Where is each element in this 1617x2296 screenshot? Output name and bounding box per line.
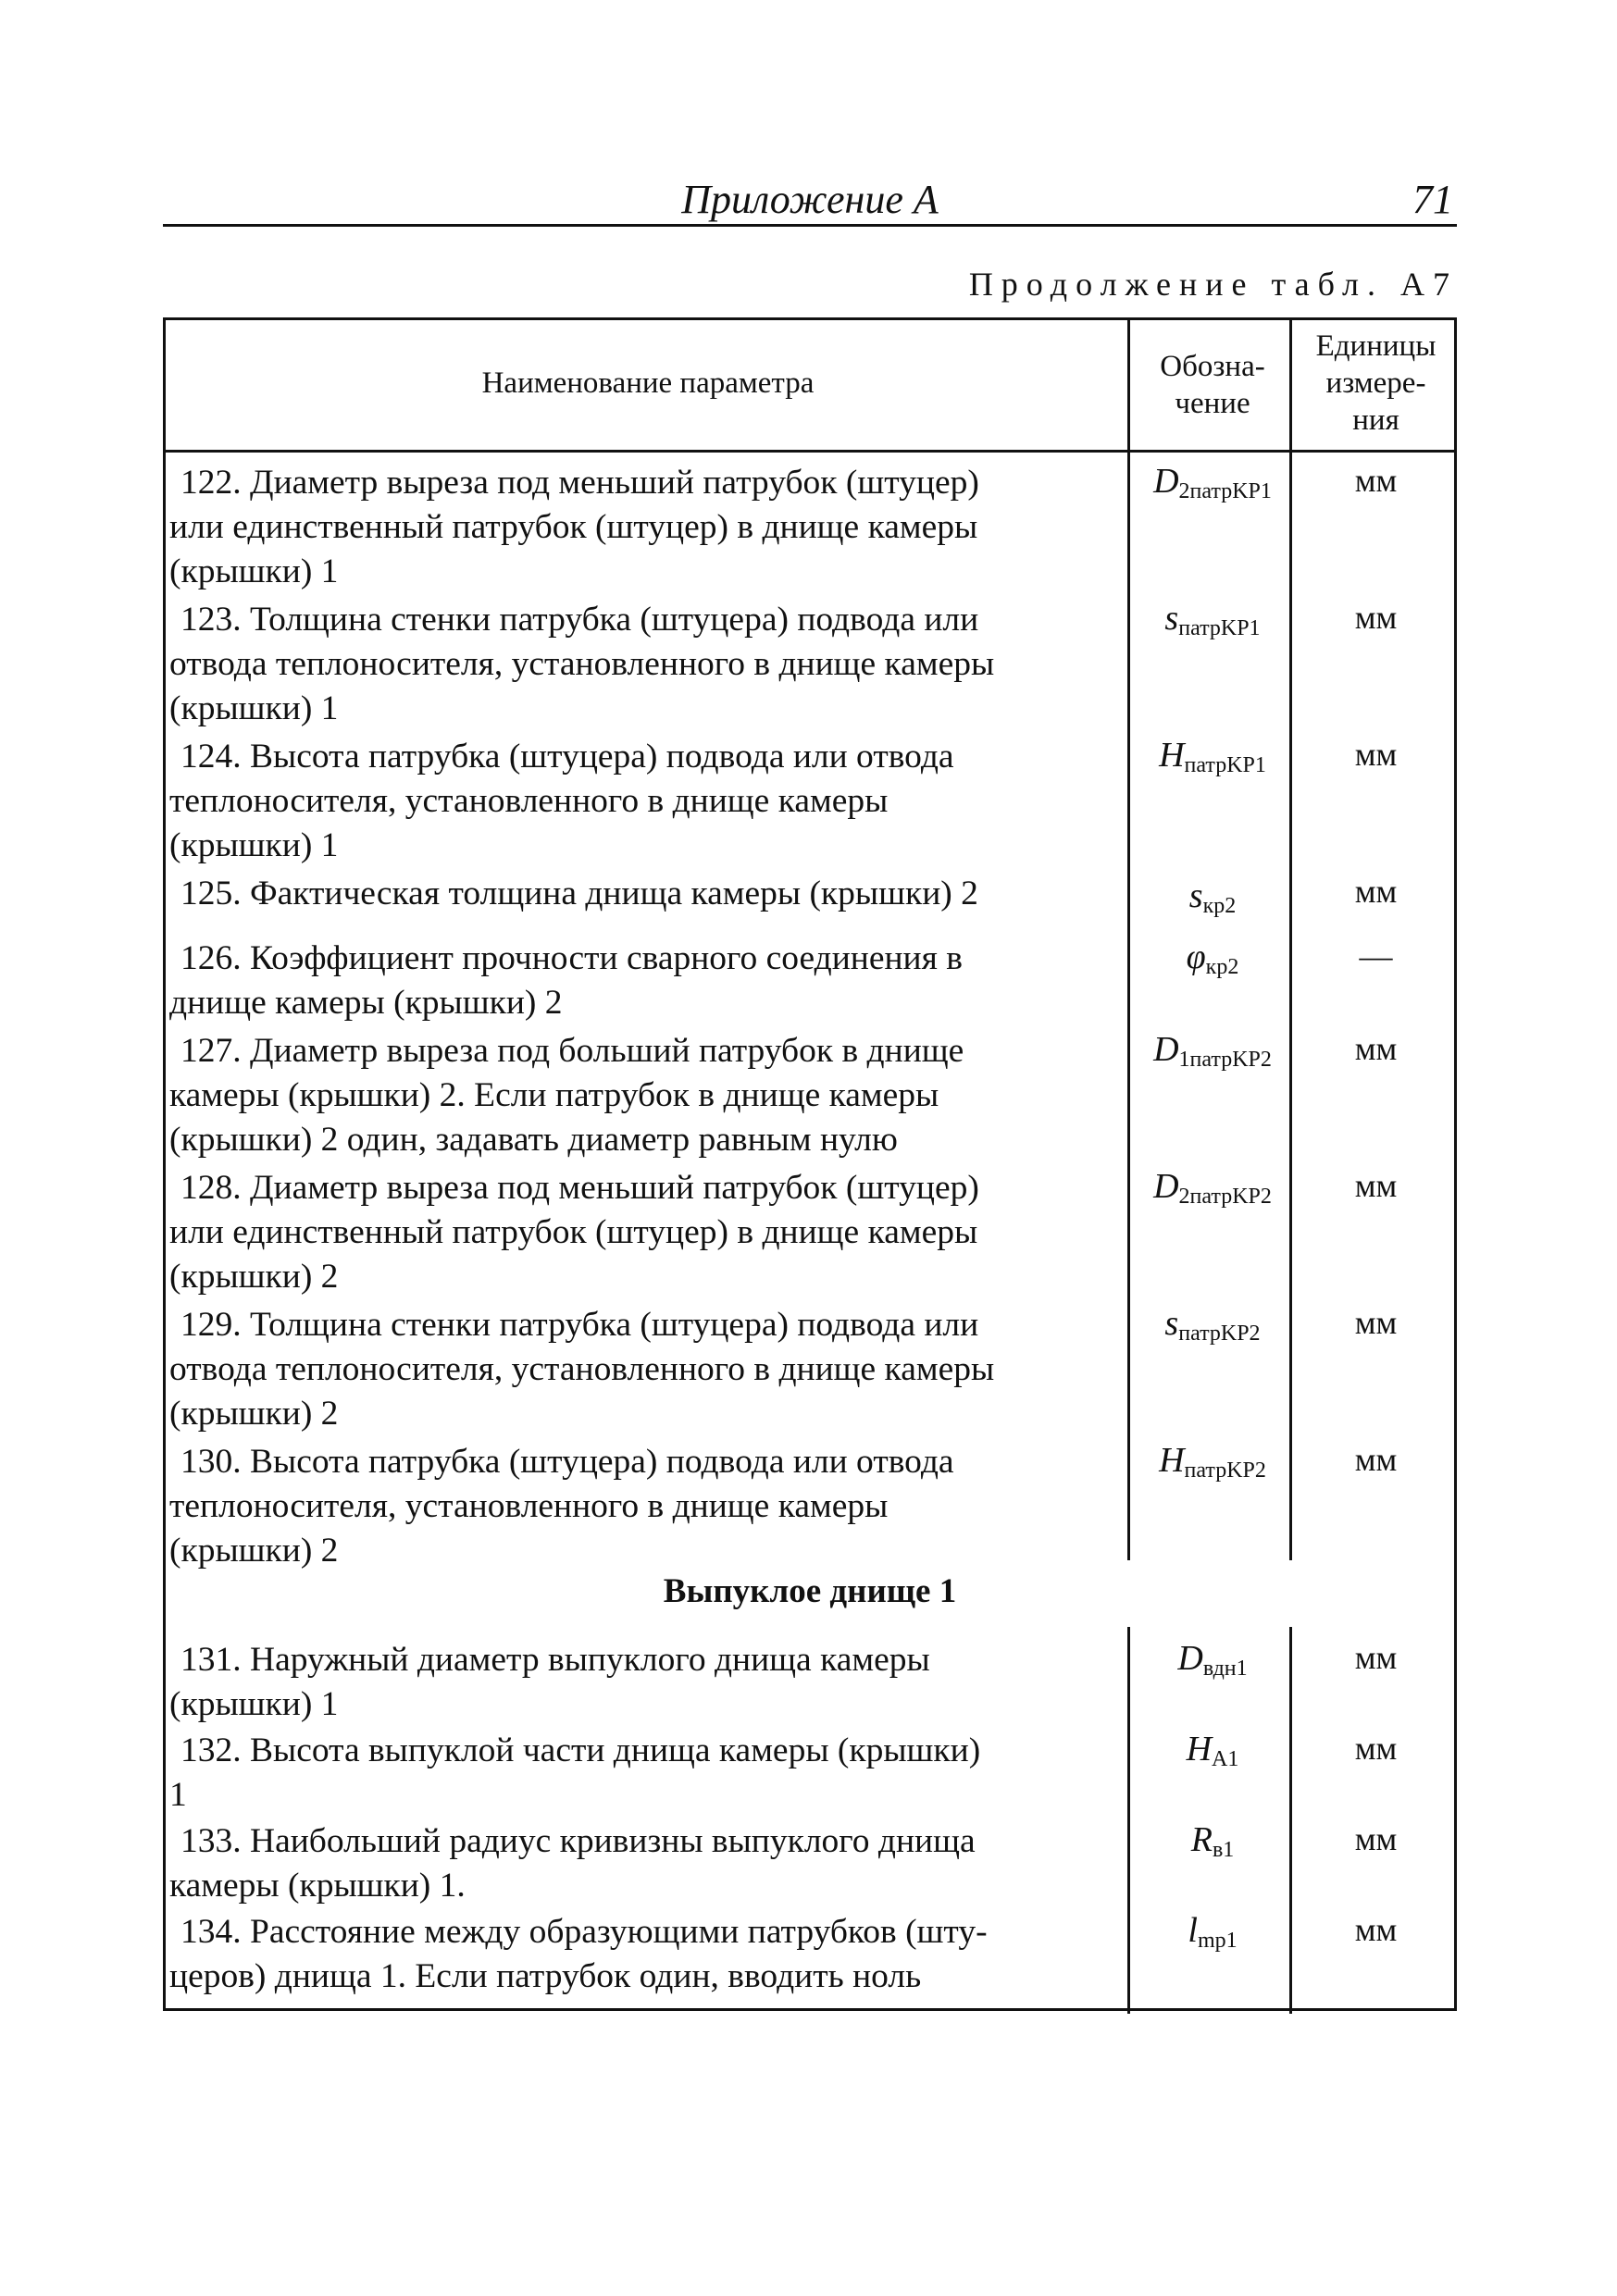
parameter-symbol: $H_{A1}$ bbox=[1186, 1730, 1239, 1771]
parameter-unit: мм bbox=[1354, 873, 1398, 910]
parameter-unit: мм bbox=[1354, 1167, 1398, 1204]
parameter-symbol: $s_{кр2}$ bbox=[1188, 876, 1237, 918]
parameter-unit: мм bbox=[1354, 736, 1398, 773]
parameter-symbol: $D_{2патрKP1}$ bbox=[1153, 462, 1272, 503]
parameter-name: 124. Высота патрубка (штуцера) подвода или отвода теплоносителя, установленного в днище камеры (крышки) 1 bbox=[169, 738, 954, 864]
parameter-table bbox=[163, 317, 1457, 2011]
parameter-name: 123. Толщина стенки патрубка (штуцера) подвода или отвода теплоносителя, установленного в днище камеры (крышки) 1 bbox=[169, 601, 995, 727]
parameter-unit: мм bbox=[1354, 1820, 1398, 1857]
parameter-symbol: $H_{патрKP2}$ bbox=[1159, 1441, 1266, 1483]
parameter-name: 126. Коэффициент прочности сварного соединения в днище камеры (крышки) 2 bbox=[169, 939, 963, 1022]
parameter-symbol: $D_{вдн1}$ bbox=[1177, 1639, 1248, 1681]
column-header-symbol: Обозна- чение bbox=[1160, 350, 1265, 420]
table-header bbox=[166, 320, 1454, 453]
parameter-name: 129. Толщина стенки патрубка (штуцера) подвода или отвода теплоносителя, установленного в днище камеры (крышки) 2 bbox=[169, 1306, 995, 1433]
parameter-symbol: $s_{патрKP1}$ bbox=[1164, 599, 1261, 640]
page-number: 71 bbox=[1412, 177, 1453, 222]
parameter-unit: мм bbox=[1354, 1030, 1398, 1067]
parameter-symbol: $D_{2патрKP2}$ bbox=[1153, 1167, 1272, 1209]
parameter-symbol: $R_{в1}$ bbox=[1190, 1820, 1235, 1862]
parameter-name: 128. Диаметр выреза под меньший патрубок (штуцер) или единственный патрубок (штуцер) в днище камеры (крышки) 2 bbox=[169, 1169, 979, 1296]
table-caption: Продолжение табл. А7 bbox=[968, 266, 1458, 303]
parameter-unit: мм bbox=[1354, 1304, 1398, 1341]
parameter-name: 134. Расстояние между образующими патрубков (шту- церов) днища 1. Если патрубок один, вводить ноль bbox=[169, 1913, 988, 1995]
parameter-symbol: $H_{патрKP1}$ bbox=[1159, 736, 1266, 777]
column-divider bbox=[1127, 320, 1130, 1560]
parameter-name: 131. Наружный диаметр выпуклого днища камеры (крышки) 1 bbox=[169, 1641, 930, 1723]
parameter-symbol: $\varphi_{кр2}$ bbox=[1186, 937, 1239, 979]
parameter-name: 125. Фактическая толщина днища камеры (крышки) 2 bbox=[180, 875, 978, 912]
parameter-unit: — bbox=[1359, 937, 1393, 974]
parameter-symbol: $D_{1патрKP2}$ bbox=[1153, 1030, 1272, 1072]
section-title: Выпуклое днище 1 bbox=[663, 1572, 957, 1610]
parameter-symbol: $s_{патрKP2}$ bbox=[1164, 1304, 1261, 1346]
parameter-name: 122. Диаметр выреза под меньший патрубок (штуцер) или единственный патрубок (штуцер) в днище камеры (крышки) 1 bbox=[169, 464, 979, 590]
column-header-name: Наименование параметра bbox=[481, 366, 815, 400]
parameter-unit: мм bbox=[1354, 1639, 1398, 1676]
parameter-unit: мм bbox=[1354, 1911, 1398, 1948]
parameter-name: 132. Высота выпуклой части днища камеры (крышки) 1 bbox=[169, 1731, 981, 1814]
parameter-name: 130. Высота патрубка (штуцера) подвода или отвода теплоносителя, установленного в днище камеры (крышки) 2 bbox=[169, 1443, 954, 1570]
running-header bbox=[163, 172, 1457, 227]
column-header-unit: Единицы измере- ния bbox=[1315, 329, 1437, 437]
parameter-unit: мм bbox=[1354, 462, 1398, 499]
parameter-unit: мм bbox=[1354, 1441, 1398, 1478]
parameter-name: 133. Наибольший радиус кривизны выпуклого днища камеры (крышки) 1. bbox=[169, 1822, 976, 1905]
parameter-symbol: $l_{mp1}$ bbox=[1188, 1911, 1238, 1953]
column-divider bbox=[1127, 1627, 1130, 2014]
parameter-unit: мм bbox=[1354, 1730, 1398, 1767]
running-header-title: Приложение А bbox=[681, 177, 939, 222]
parameter-unit: мм bbox=[1354, 599, 1398, 636]
parameter-name: 127. Диаметр выреза под больший патрубок в днище камеры (крышки) 2. Если патрубок в днище камеры (крышки) 2 один, задавать диаметр равным нулю bbox=[169, 1032, 964, 1159]
